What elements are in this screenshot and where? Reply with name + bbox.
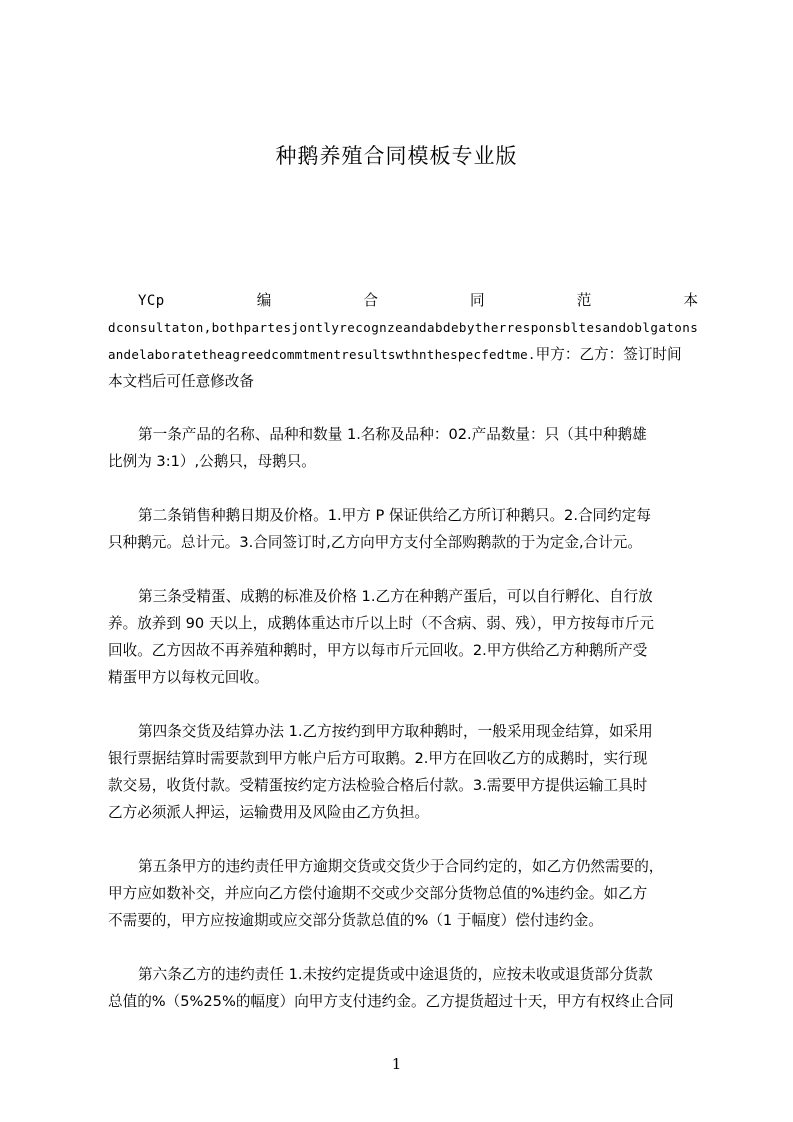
clause-4-line-2: 银行票据结算时需要款到甲方帐户后方可取鹅。2.甲方在回收乙方的成鹅时，实行现	[108, 750, 648, 767]
intro-line-1	[108, 291, 698, 311]
clause-1-line-2: 比例为 3:1）,公鹅只，母鹅只。	[108, 453, 316, 470]
clause-6-line-2: 总值的%（5%25%的幅度）向甲方支付违约金。乙方提货超过十天，甲方有权终止合同	[108, 993, 674, 1010]
clause-2-line-2: 只种鹅元。总计元。3.合同签订时,乙方向甲方支付全部购鹅款的于为定金,合计元。	[108, 534, 642, 551]
intro-line-4: 本文档后可任意修改备	[108, 373, 254, 390]
clause-5-line-1: 第五条甲方的违约责任甲方逾期交货或交货少于合同约定的，如乙方仍然需要的，	[138, 858, 664, 875]
intro-word: 合	[363, 292, 378, 309]
clause-6-line-1: 第六条乙方的违约责任 1.未按约定提货或中途退货的，应按未收或退货部分货款	[138, 966, 653, 983]
document-title: 种鹅养殖合同模板专业版	[275, 144, 518, 168]
intro-word: YCp	[138, 293, 165, 309]
intro-line-3	[108, 345, 698, 365]
clause-2-line-1: 第二条销售种鹅日期及价格。1.甲方 P 保证供给乙方所订种鹅只。2.合同约定每	[138, 507, 651, 524]
clause-1-line-1: 第一条产品的名称、品种和数量 1.名称及品种：02.产品数量：只（其中种鹅雄	[138, 426, 647, 443]
intro-spread-words	[138, 291, 698, 311]
intro-word: 范	[576, 292, 592, 309]
clause-5-line-3: 不需要的，甲方应按逾期或应交部分货款总值的%（1 于幅度）偿付违约金。	[108, 912, 603, 929]
page-number: 1	[391, 1055, 402, 1073]
intro-line-3-latin: andelaboratetheagreedcommtmentresultswthnthespecfedtme.	[108, 347, 536, 362]
intro-word: 同	[470, 292, 485, 309]
clause-3-line-4: 精蛋甲方以每枚元回收。	[108, 669, 269, 686]
clause-5-line-2: 甲方应如数补交，并应向乙方偿付逾期不交或少交部分货物总值的%违约金。如乙方	[108, 885, 648, 902]
intro-word: 编	[256, 292, 272, 309]
clause-4-line-1: 第四条交货及结算办法 1.乙方按约到甲方取种鹅时，一般采用现金结算，如采用	[138, 723, 653, 740]
clause-3-line-1: 第三条受精蛋、成鹅的标准及价格 1.乙方在种鹅产蛋后，可以自行孵化、自行放	[138, 588, 653, 605]
intro-line-2: dconsultaton,bothpartesjontlyrecognzeandabdebytherresponsbltesandoblgatons	[108, 320, 698, 335]
clause-3-line-3: 回收。乙方因故不再养殖种鹅时，甲方以每市斤元回收。2.甲方供给乙方种鹅所产受	[108, 642, 648, 659]
intro-line-3-cjk: 甲方：乙方：签订时间	[535, 346, 682, 363]
intro-word: 本	[683, 292, 698, 309]
clause-4-line-3: 款交易，收货付款。受精蛋按约定方法检验合格后付款。3.需要甲方提供运输工具时	[108, 777, 648, 794]
clause-4-line-4: 乙方必须派人押运，运输费用及风险由乙方负担。	[108, 804, 430, 821]
clause-3-line-2: 养。放养到 90 天以上，成鹅体重达市斤以上时（不含病、弱、残），甲方按每市斤元	[108, 615, 654, 632]
